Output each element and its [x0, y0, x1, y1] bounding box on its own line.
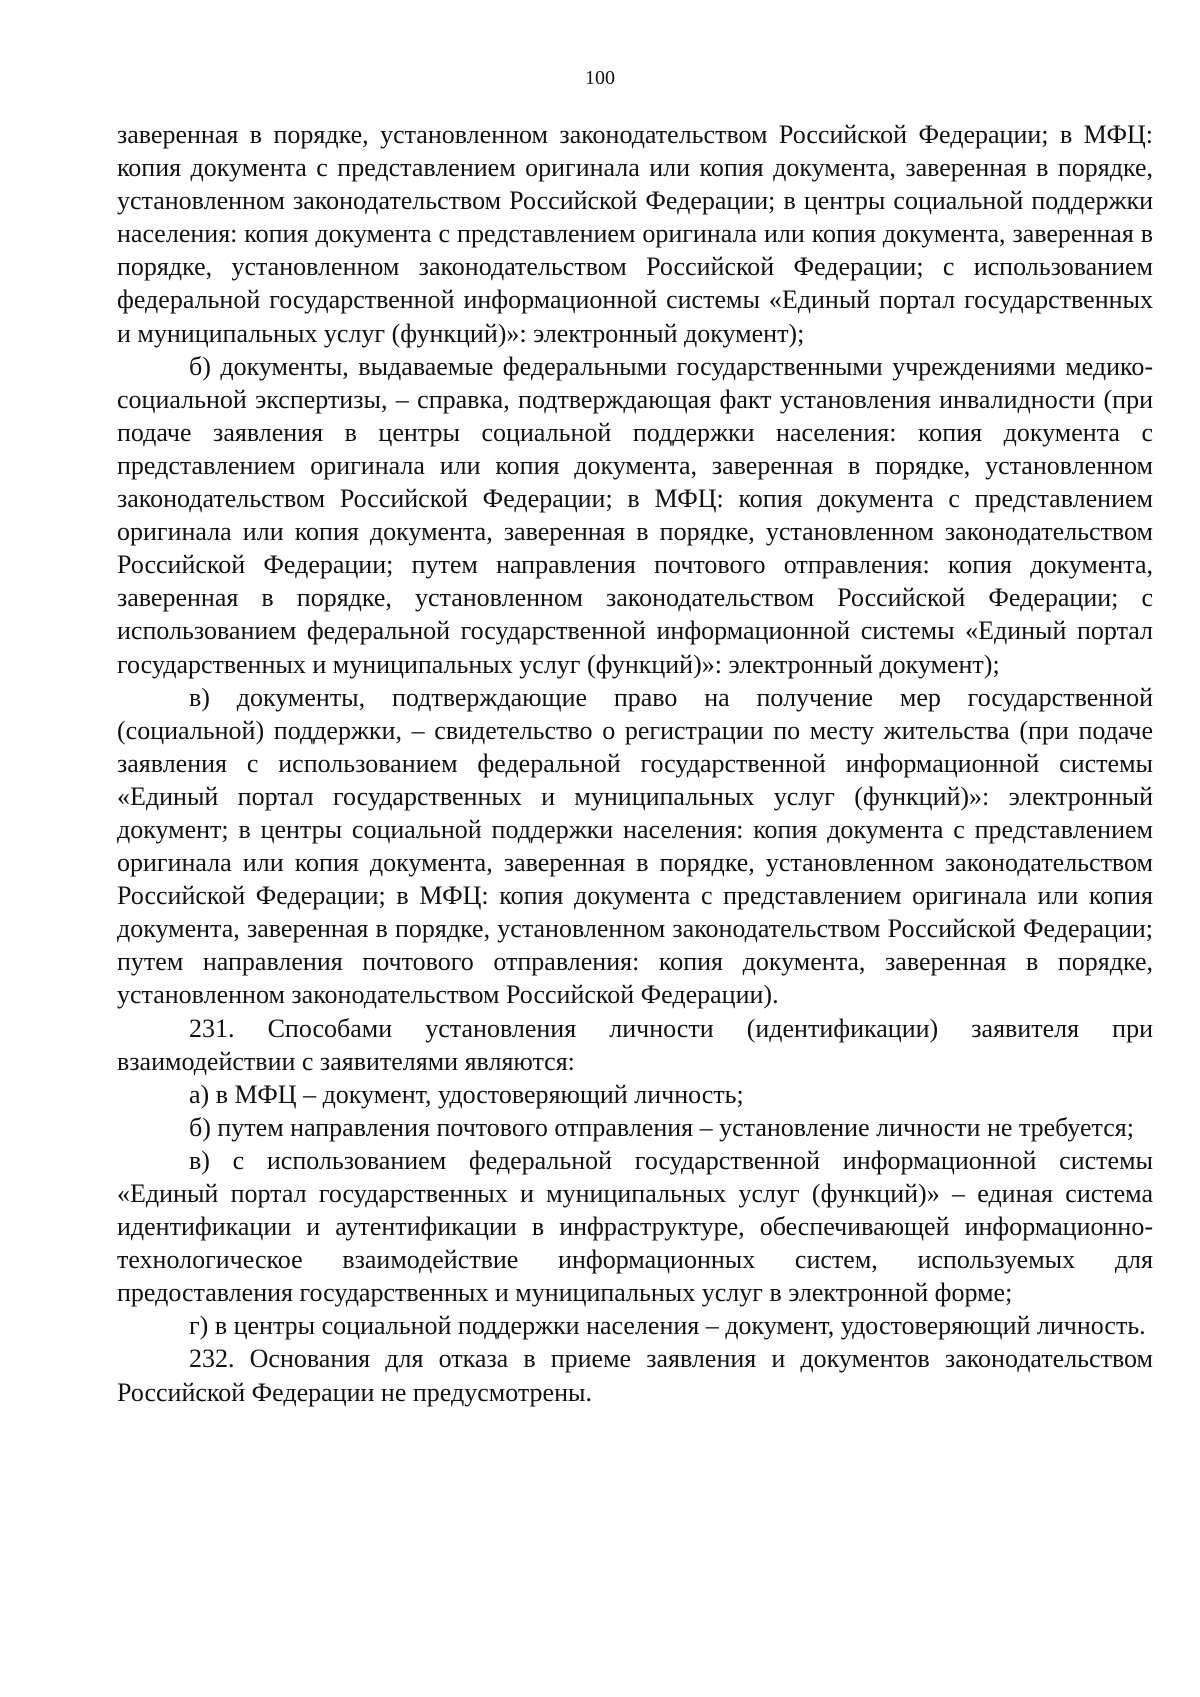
document-body: [117, 118, 1153, 1409]
paragraph-continuation: заверенная в порядке, установленном законодательством Российской Федерации; в МФЦ: копия документа с представлением оригинала или копия документа, заверенная в порядке, установленном законодательством Российской Федерации; в центры социальной поддержки населения: копия документа с представлением оригинала или копия документа, заверенная в порядке, установленном законодательством Российской Федерации; с использованием федеральной государственной информационной системы «Единый портал государственных и муниципальных услуг (функций)»: электронный документ);: [117, 120, 1153, 348]
paragraph-231-item-a: а) в МФЦ – документ, удостоверяющий личность;: [189, 1079, 744, 1109]
paragraph-item-b-disability-certificate: б) документы, выдаваемые федеральными государственными учреждениями медико-социальной экспертизы, – справка, подтверждающая факт установления инвалидности (при подаче заявления в центры социальной поддержки населения: копия документа с представлением оригинала или копия документа, заверенная в порядке, установленном законодательством Российской Федерации; в МФЦ: копия документа с представлением оригинала или копия документа, заверенная в порядке, установленном законодательством Российской Федерации; путем направления почтового отправления: копия документа, заверенная в порядке, установленном законодательством Российской Федерации; с использованием федеральной государственной информационной системы «Единый портал государственных и муниципальных услуг (функций)»: электронный документ);: [117, 351, 1153, 679]
paragraph-item-v-residence-registration: в) документы, подтверждающие право на получение мер государственной (социальной) поддержки, – свидетельство о регистрации по месту жительства (при подаче заявления с использованием федеральной государственной информационной системы «Единый портал государственных и муниципальных услуг (функций)»: электронный документ; в центры социальной поддержки населения: копия документа с представлением оригинала или копия документа, заверенная в порядке, установленном законодательством Российской Федерации; в МФЦ: копия документа с представлением оригинала или копия документа, заверенная в порядке, установленном законодательством Российской Федерации; путем направления почтового отправления: копия документа, заверенная в порядке, установленном законодательством Российской Федерации).: [117, 682, 1153, 1010]
page-number: 100: [585, 67, 615, 89]
paragraph-231-item-v: в) с использованием федеральной государственной информационной системы «Единый портал государственных и муниципальных услуг (функций)» – единая система идентификации и аутентификации в инфраструктуре, обеспечивающей информационно-технологическое взаимодействие информационных систем, используемых для предоставления государственных и муниципальных услуг в электронной форме;: [117, 1145, 1153, 1308]
paragraph-231-identification-methods: 231. Способами установления личности (идентификации) заявителя при взаимодействии с заявителями являются:: [117, 1013, 1153, 1076]
paragraph-231-item-g: г) в центры социальной поддержки населения – документ, удостоверяющий личность.: [189, 1311, 1146, 1341]
paragraph-231-item-b: б) путем направления почтового отправления – установление личности не требуется;: [189, 1112, 1134, 1142]
paragraph-232-refusal-grounds: 232. Основания для отказа в приеме заявления и документов законодательством Российской Федерации не предусмотрены.: [117, 1344, 1153, 1407]
